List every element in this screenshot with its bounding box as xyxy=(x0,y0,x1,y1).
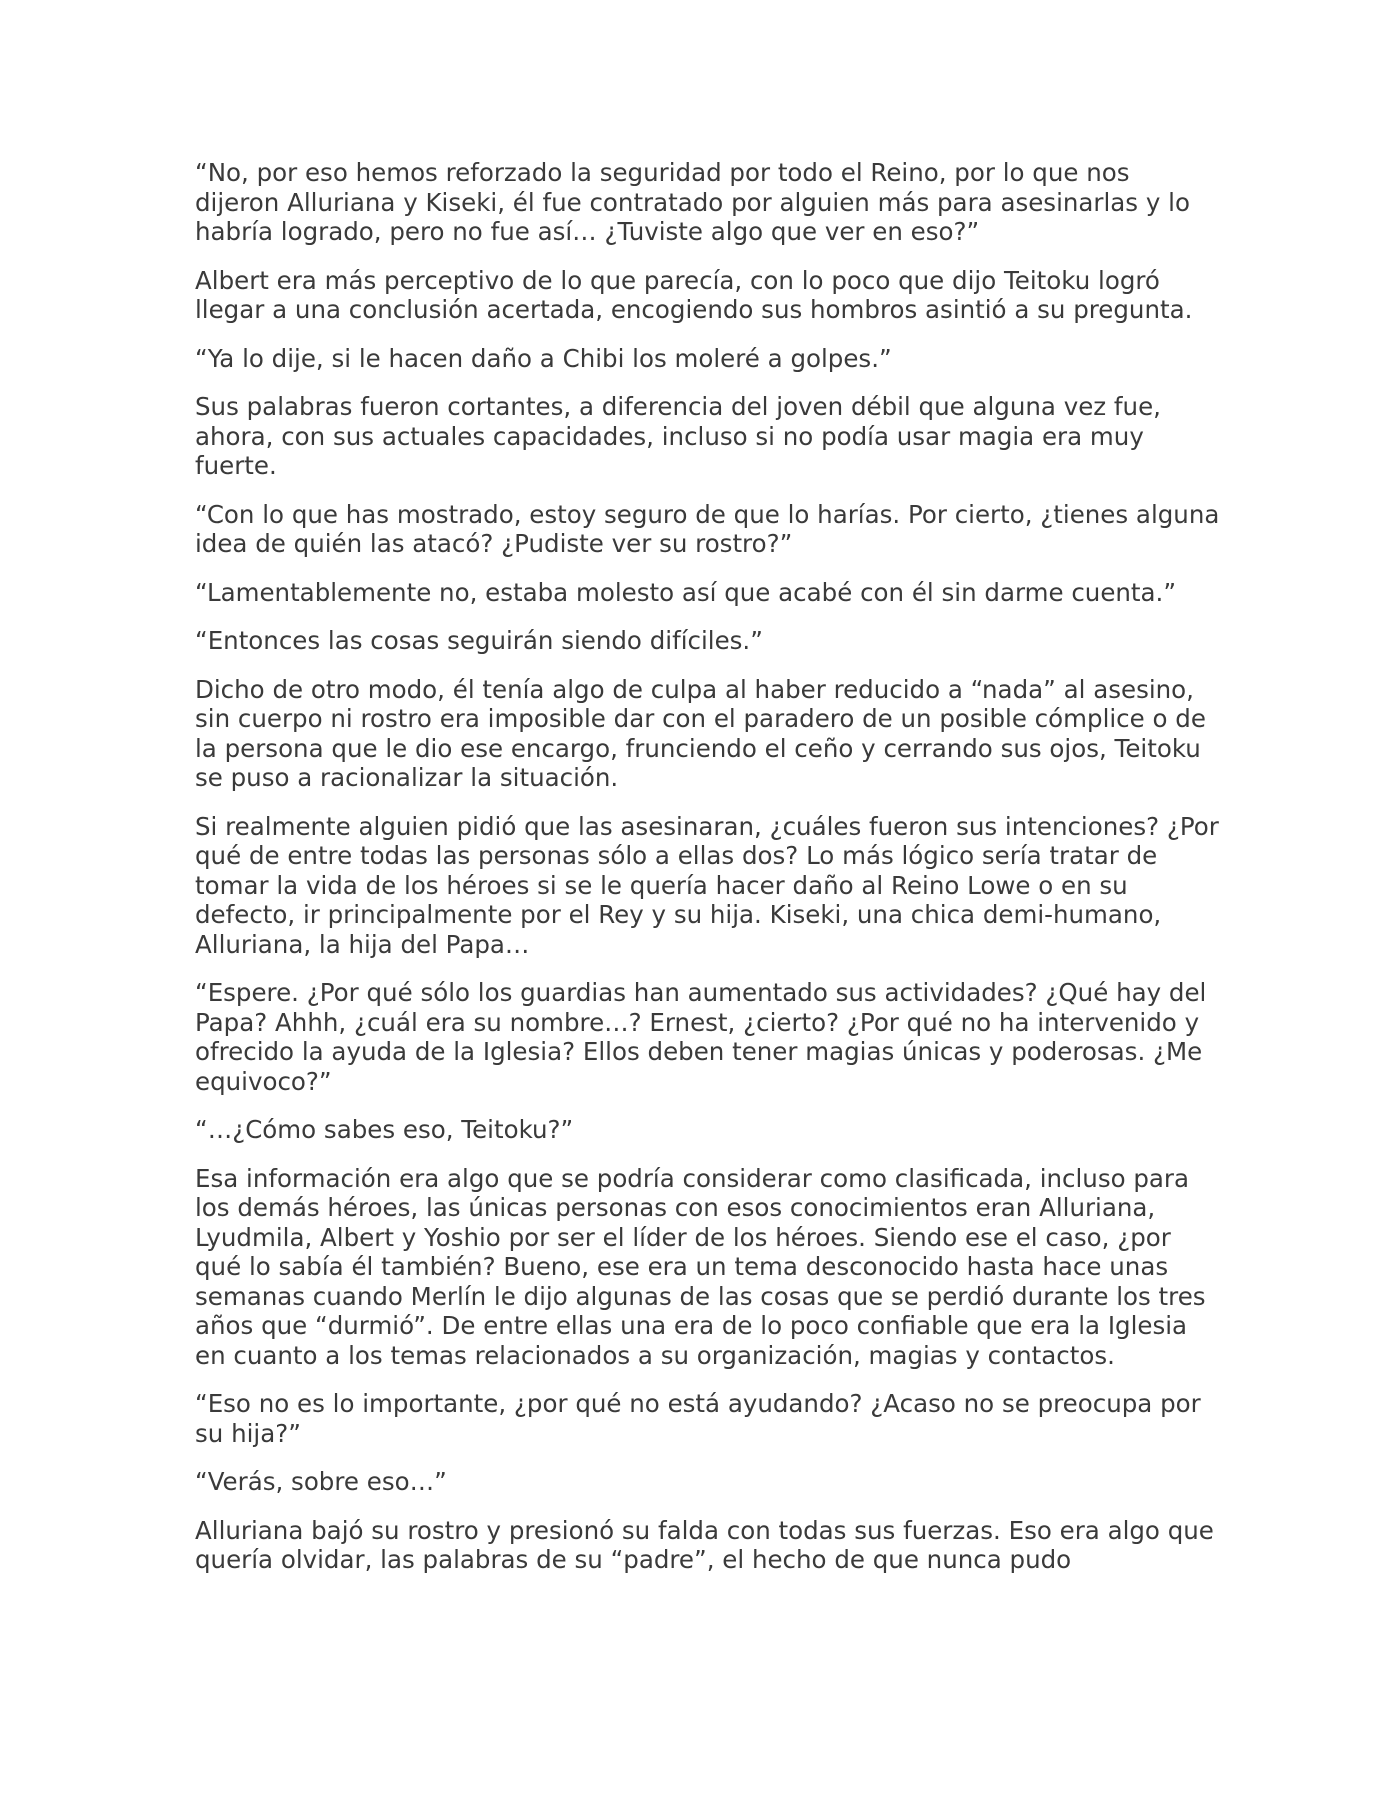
paragraph: Albert era más perceptivo de lo que parecía, con lo poco que dijo Teitoku logró llegar a una conclusión acertada, encogiendo sus hombros asintió a su pregunta. xyxy=(195,265,1193,324)
paragraph: “No, por eso hemos reforzado la seguridad por todo el Reino, por lo que nos dijeron Alluriana y Kiseki, él fue contratado por alguien más para asesinarlas y lo habría logrado, pero no fue así… ¿Tuviste algo que ver en eso?” xyxy=(195,158,1190,246)
paragraph: Esa información era algo que se podría considerar como clasificada, incluso para los demás héroes, las únicas personas con esos conocimientos eran Alluriana, Lyudmila, Albert y Yoshio por ser el líder de los héroes. Siendo ese el caso, ¿por qué lo sabía él también? Bueno, ese era un tema desconocido hasta hace unas semanas cuando Merlín le dijo algunas de las cosas que se perdió durante los tres años que “durmió”. De entre ellas una era de lo poco confiable que era la Iglesia en cuanto a los temas relacionados a su organización, magias y contactos. xyxy=(195,1163,1206,1370)
paragraph: Si realmente alguien pidió que las asesinaran, ¿cuáles fueron sus intenciones? ¿Por qué de entre todas las personas sólo a ellas dos? Lo más lógico sería tratar de tomar la vida de los héroes si se le quería hacer daño al Reino Lowe o en su defecto, ir principalmente por el Rey y su hija. Kiseki, una chica demi-humano, Alluriana, la hija del Papa… xyxy=(195,811,1219,959)
paragraph: “…¿Cómo sabes eso, Teitoku?” xyxy=(195,1115,574,1144)
paragraph: “Con lo que has mostrado, estoy seguro de que lo harías. Por cierto, ¿tienes alguna idea de quién las atacó? ¿Pudiste ver su rostro?” xyxy=(195,499,1220,558)
paragraph: Alluriana bajó su rostro y presionó su falda con todas sus fuerzas. Eso era algo que quería olvidar, las palabras de su “padre”, el hecho de que nunca pudo xyxy=(195,1515,1214,1574)
paragraph: “Eso no es lo importante, ¿por qué no está ayudando? ¿Acaso no se preocupa por su hija?” xyxy=(195,1389,1201,1448)
paragraph: “Espere. ¿Por qué sólo los guardias han aumentado sus actividades? ¿Qué hay del Papa? Ahhh, ¿cuál era su nombre…? Ernest, ¿cierto? ¿Por qué no ha intervenido y ofrecido la ayuda de la Iglesia? Ellos deben tener magias únicas y poderosas. ¿Me equivoco?” xyxy=(195,978,1207,1096)
paragraph: “Ya lo dije, si le hacen daño a Chibi los moleré a golpes.” xyxy=(195,343,892,373)
paragraph: Dicho de otro modo, él tenía algo de culpa al haber reducido a “nada” al asesino, sin cuerpo ni rostro era imposible dar con el paradero de un posible cómplice o de la persona que le dio ese encargo, frunciendo el ceño y cerrando sus ojos, Teitoku se puso a racionalizar la situación. xyxy=(195,674,1206,792)
document-page xyxy=(195,158,1220,1594)
paragraph: “Verás, sobre eso…” xyxy=(195,1467,447,1496)
paragraph: Sus palabras fueron cortantes, a diferencia del joven débil que alguna vez fue, ahora, con sus actuales capacidades, incluso si no podía usar magia era muy fuerte. xyxy=(195,392,1161,480)
paragraph: “Entonces las cosas seguirán siendo difíciles.” xyxy=(195,626,763,655)
paragraph: “Lamentablemente no, estaba molesto así que acabé con él sin darme cuenta.” xyxy=(195,577,1177,607)
